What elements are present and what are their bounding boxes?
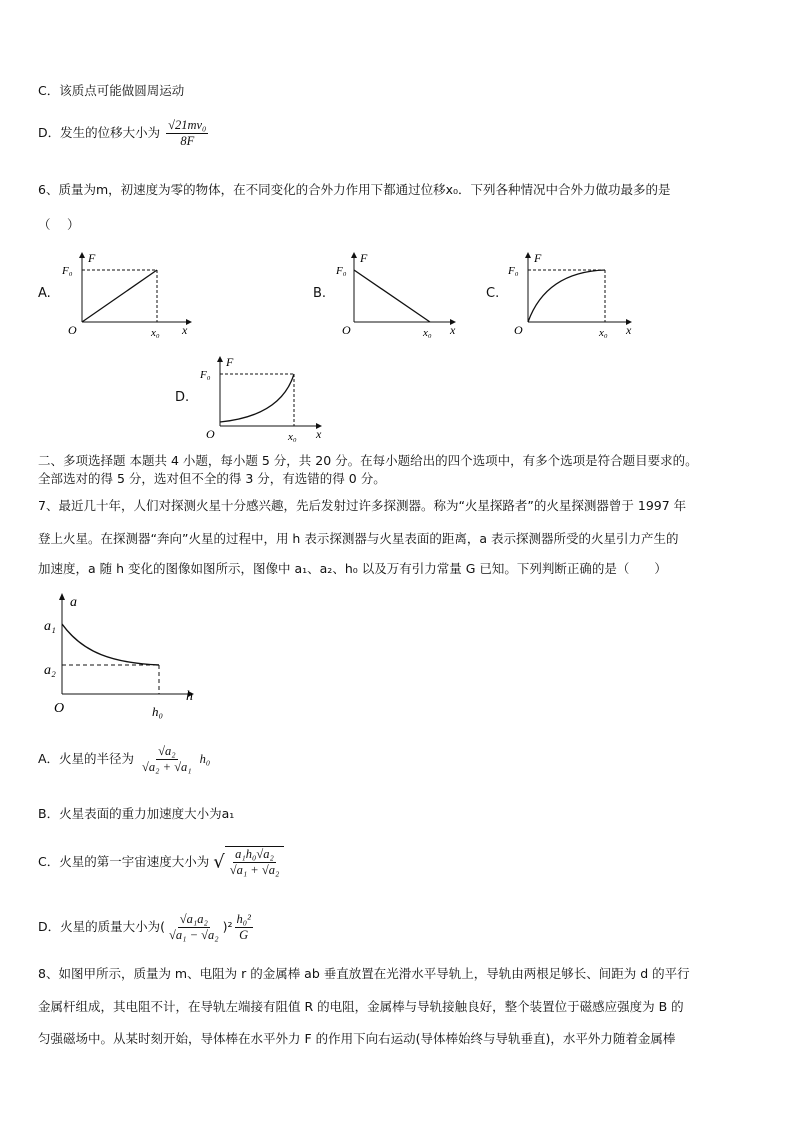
a-axis-label: a — [70, 595, 77, 610]
section2-line2: 全部选对的得 5 分，选对但不全的得 3 分，有选错的得 0 分。 — [38, 471, 386, 486]
fraction-numerator: a₁h₀√a₂ — [235, 847, 274, 861]
q5-option-c: C．该质点可能做圆周运动 — [38, 83, 185, 98]
fraction-numerator: h₀² — [236, 912, 251, 926]
f-axis-label: F — [360, 251, 368, 265]
radical-sign: √ — [213, 851, 225, 873]
y-axis-arrow — [351, 252, 357, 258]
x-axis-label: x — [626, 323, 632, 337]
f0-label: F₀ — [336, 265, 347, 277]
q7-option-a-fraction — [140, 744, 194, 775]
q7-option-b: B．火星表面的重力加速度大小为a₁ — [38, 806, 235, 821]
force-curve — [354, 270, 430, 322]
q7-option-d-fraction2 — [235, 912, 253, 943]
x0-label: x₀ — [151, 327, 160, 339]
q7-option-d — [38, 912, 255, 943]
h0-label: h₀ — [152, 704, 164, 719]
q6-label-d: D. — [175, 390, 190, 405]
x-axis-label: x — [182, 323, 188, 337]
x-axis-label: x — [450, 323, 456, 337]
q7-option-a-prefix: A．火星的半径为 — [38, 751, 135, 766]
y-axis-arrow — [217, 356, 223, 362]
q7-line1: 7、最近几十年，人们对探测火星十分感兴趣，先后发射过许多探测器。称为“火星探路者”的火星探测器曾于 1997 年 — [38, 498, 687, 513]
fraction-denominator: √a₁ + √a₂ — [229, 863, 280, 877]
q7-option-a-suffix: h₀ — [199, 752, 211, 766]
q6-label-c: C. — [486, 286, 500, 301]
fraction-denominator: 8F — [180, 134, 195, 148]
origin-label: O — [206, 427, 215, 441]
q5-option-d-fraction — [166, 118, 208, 149]
h-axis-label: h — [186, 689, 193, 704]
q7-option-d-prefix: D．火星的质量大小为( — [38, 919, 166, 934]
x0-label: x₀ — [423, 327, 432, 339]
f0-label: F₀ — [200, 369, 211, 381]
y-axis-arrow — [79, 252, 85, 258]
section2-line1: 二、多项选择题 本题共 4 小题，每小题 5 分，共 20 分。在每小题给出的四个选项中，有多个选项是符合题目要求的。 — [38, 453, 698, 468]
origin-label: O — [68, 323, 77, 337]
force-curve — [528, 270, 605, 322]
fraction-numerator: √a₁a₂ — [179, 912, 208, 926]
fraction-numerator: √21mv₀ — [168, 118, 207, 132]
fraction-numerator: √a₂ — [158, 744, 176, 758]
q6-answer-paren: （ ） — [38, 217, 80, 232]
q8-line2: 金属杆组成，其电阻不计，在导轨左端接有阻值 R 的电阻，金属棒与导轨接触良好，整个装置位于磁感应强度为 B 的 — [38, 999, 684, 1014]
q7-option-d-mid: )² — [222, 919, 233, 934]
q5-option-d-prefix: D．发生的位移大小为 — [38, 125, 161, 140]
q6-label-a: A. — [38, 286, 51, 301]
force-curve — [220, 374, 294, 422]
a-axis-arrow — [59, 593, 65, 600]
q7-option-a — [38, 744, 210, 775]
q6-graph-d — [196, 354, 336, 446]
a2-label: a₂ — [44, 663, 56, 678]
y-axis-arrow — [525, 252, 531, 258]
q7-option-c — [38, 846, 284, 878]
q8-line3: 匀强磁场中。从某时刻开始，导体棒在水平外力 F 的作用下向右运动(导体棒始终与导轨垂直)，水平外力随着金属棒 — [38, 1031, 676, 1046]
q7-option-c-prefix: C．火星的第一宇宙速度大小为 — [38, 854, 210, 869]
force-curve — [82, 270, 157, 322]
q5-option-d — [38, 118, 210, 149]
x0-label: x₀ — [599, 327, 608, 339]
q6-graph-c — [506, 250, 646, 342]
f0-label: F₀ — [508, 265, 519, 277]
q6-label-b: B. — [313, 286, 327, 301]
fraction-denominator: √a₁ − √a₂ — [169, 928, 219, 942]
f-axis-label: F — [534, 251, 542, 265]
q6-graph-b — [334, 250, 474, 342]
f-axis-label: F — [88, 251, 96, 265]
a1-label: a₁ — [44, 619, 56, 634]
q7-option-d-fraction — [167, 912, 221, 943]
x0-label: x₀ — [288, 431, 297, 443]
q6-stem: 6、质量为m，初速度为零的物体，在不同变化的合外力作用下都通过位移x₀．下列各种情况中合外力做功最多的是 — [38, 182, 671, 197]
q7-option-c-radicand — [225, 846, 285, 878]
q6-graph-a — [58, 250, 198, 342]
origin-label: O — [342, 323, 351, 337]
q8-line1: 8、如图甲所示，质量为 m、电阻为 r 的金属棒 ab 垂直放置在光滑水平导轨上，导轨由两根足够长、间距为 d 的平行 — [38, 966, 690, 981]
f0-label: F₀ — [62, 265, 73, 277]
origin-label: O — [514, 323, 523, 337]
q7-option-c-fraction — [228, 847, 282, 878]
q7-line3: 加速度，a 随 h 变化的图像如图所示，图像中 a₁、a₂、h₀ 以及万有引力常量 G 已知。下列判断正确的是（ ） — [38, 561, 667, 576]
x-axis-label: x — [316, 427, 322, 441]
origin-label: O — [54, 701, 65, 716]
f-axis-label: F — [226, 355, 234, 369]
fraction-denominator: √a₂ + √a₁ — [142, 760, 192, 774]
acceleration-curve — [62, 624, 159, 665]
q7-graph — [38, 588, 208, 724]
fraction-denominator: G — [239, 928, 249, 942]
q7-line2: 登上火星。在探测器“奔向”火星的过程中，用 h 表示探测器与火星表面的距离，a 表示探测器所受的火星引力产生的 — [38, 531, 679, 546]
